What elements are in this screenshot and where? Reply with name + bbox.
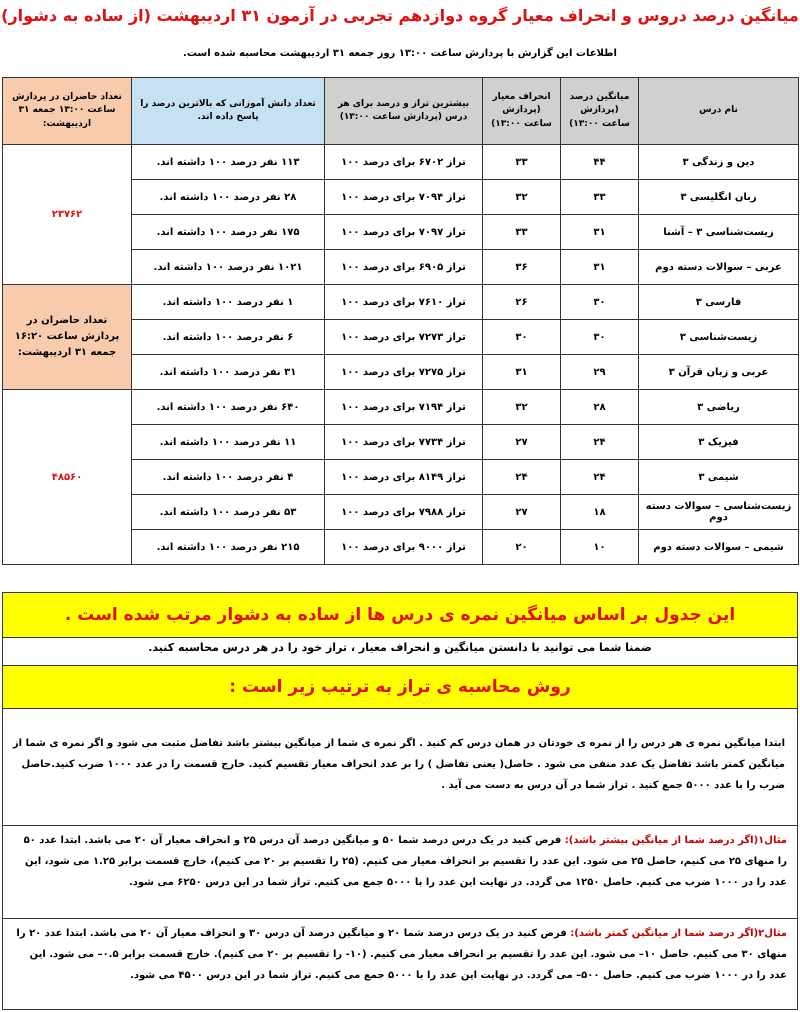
- results-table: [2, 77, 799, 565]
- example-2: [3, 918, 797, 986]
- cell-count: ۱۰۲۱ نفر درصد ۱۰۰ داشته اند.: [132, 250, 325, 285]
- table-row: [3, 145, 799, 180]
- cell-sd: ۳۲: [483, 390, 561, 425]
- attendees-label-2: تعداد حاضران در پردازش ساعت ۱۶:۲۰ جمعه ۳۱ اردیبهشت:: [3, 285, 132, 390]
- cell-mean: ۳۰: [561, 320, 639, 355]
- cell-mean: ۲۹: [561, 355, 639, 390]
- cell-mean: ۳۱: [561, 215, 639, 250]
- cell-mean: ۱۰: [561, 530, 639, 565]
- cell-sd: ۳۶: [483, 250, 561, 285]
- header-sd: انحراف معیار (پردازش ساعت ۱۳:۰۰): [483, 78, 561, 145]
- cell-lesson: ریاضی ۳: [639, 390, 799, 425]
- cell-sd: ۲۷: [483, 495, 561, 530]
- cell-count: ۲۱۵ نفر درصد ۱۰۰ داشته اند.: [132, 530, 325, 565]
- cell-top: تراز ۷۰۹۷ برای درصد ۱۰۰: [325, 215, 483, 250]
- cell-mean: ۲۴: [561, 425, 639, 460]
- cell-lesson: فیزیک ۳: [639, 425, 799, 460]
- attendees-count-2: ۴۸۵۶۰: [3, 390, 132, 565]
- cell-count: ۶ نفر درصد ۱۰۰ داشته اند.: [132, 320, 325, 355]
- sorted-note-banner: این جدول بر اساس میانگین نمره ی درس ها از ساده به دشوار مرتب شده است .: [3, 593, 797, 638]
- cell-lesson: دین و زندگی ۳: [639, 145, 799, 180]
- cell-top: تراز ۷۷۳۴ برای درصد ۱۰۰: [325, 425, 483, 460]
- explanation-box: [2, 592, 798, 1010]
- cell-mean: ۳۰: [561, 285, 639, 320]
- cell-sd: ۲۴: [483, 460, 561, 495]
- cell-count: ۱۱۳ نفر درصد ۱۰۰ داشته اند.: [132, 145, 325, 180]
- cell-sd: ۳۳: [483, 215, 561, 250]
- header-lesson: نام درس: [639, 78, 799, 145]
- cell-top: تراز ۷۰۹۴ برای درصد ۱۰۰: [325, 180, 483, 215]
- cell-sd: ۳۲: [483, 180, 561, 215]
- cell-count: ۵۳ نفر درصد ۱۰۰ داشته اند.: [132, 495, 325, 530]
- cell-count: ۳۱ نفر درصد ۱۰۰ داشته اند.: [132, 355, 325, 390]
- cell-count: ۴ نفر درصد ۱۰۰ داشته اند.: [132, 460, 325, 495]
- cell-sd: ۳۳: [483, 145, 561, 180]
- method-description: ابتدا میانگین نمره ی هر درس را از نمره ی خودتان در همان درس کم کنید . اگر نمره ی شما از میانگین بیشتر باشد تفاضل مثبت می شود و اگر نمره ی شما از میانگین کمتر باشد تفاضل یک عدد منفی می شود . حاصل( یعنی تفاضل ) را بر عدد انحراف معیار تقسیم کنید. خارج قسمت را در عدد ۱۰۰۰ ضرب کنید.حاصل ضرب را با عدد ۵۰۰۰ جمع کنید . تراز شما در آن درس به دست می آید .: [12, 738, 785, 791]
- cell-sd: ۲۶: [483, 285, 561, 320]
- example-1-label: مثال۱(اگر درصد شما از میانگین بیشتر باشد):: [564, 835, 787, 846]
- cell-top: تراز ۹۰۰۰ برای درصد ۱۰۰: [325, 530, 483, 565]
- cell-count: ۲۸ نفر درصد ۱۰۰ داشته اند.: [132, 180, 325, 215]
- cell-top: تراز ۷۲۷۵ برای درصد ۱۰۰: [325, 355, 483, 390]
- example-2-label: مثال۲(اگر درصد شما از میانگین کمتر باشد):: [570, 928, 787, 939]
- cell-lesson: زیست‌شناسی – سوالات دسته دوم: [639, 495, 799, 530]
- hint-text: ضمنا شما می توانید با دانستن میانگین و انحراف معیار ، تراز خود را در هر درس محاسبه کنید.: [148, 641, 652, 654]
- cell-sd: ۲۷: [483, 425, 561, 460]
- example-1-text: فرض کنید در یک درس درصد شما ۵۰ و میانگین درصد آن درس ۲۵ و انحراف معیار آن ۲۰ می باشد. ابتدا عدد ۵۰ را منهای ۲۵ می کنیم، حاصل ۲۵ می شود. این عدد را تقسیم بر انحراف معیار می کنیم. (۲۵ را تقسیم بر ۲۰ می کنیم)، خارج قسمت برابر ۱.۲۵ می شود، این عدد را در ۱۰۰۰ ضرب می کنیم. حاصل ۱۲۵۰ می گردد. در نهایت این عدد را با ۵۰۰۰ جمع می کنیم. تراز شما در این درس ۶۲۵۰ می شود.: [23, 835, 787, 888]
- report-subtitle: اطلاعات این گزارش با پردازش ساعت ۱۳:۰۰ روز جمعه ۳۱ اردیبهشت محاسبه شده است.: [183, 48, 617, 59]
- table-header-row: [3, 78, 799, 145]
- page-title: میانگین درصد دروس و انحراف معیار گروه دوازدهم تجربی در آزمون ۳۱ اردیبهشت (از ساده به دشوار): [1, 6, 799, 25]
- cell-sd: ۲۰: [483, 530, 561, 565]
- cell-top: تراز ۸۱۴۹ برای درصد ۱۰۰: [325, 460, 483, 495]
- cell-lesson: زیست‌شناسی ۳ – آشنا: [639, 215, 799, 250]
- header-top-score: بیشترین تراز و درصد برای هر درس (پردازش ساعت ۱۳:۰۰): [325, 78, 483, 145]
- cell-top: تراز ۷۹۸۸ برای درصد ۱۰۰: [325, 495, 483, 530]
- cell-mean: ۳۳: [561, 180, 639, 215]
- cell-sd: ۳۱: [483, 355, 561, 390]
- cell-lesson: زبان انگلیسی ۳: [639, 180, 799, 215]
- cell-count: ۱۱ نفر درصد ۱۰۰ داشته اند.: [132, 425, 325, 460]
- cell-lesson: عربی و زبان قرآن ۳: [639, 355, 799, 390]
- method-title-banner: روش محاسبه ی تراز به ترتیب زیر است :: [3, 665, 797, 709]
- cell-top: تراز ۷۲۷۳ برای درصد ۱۰۰: [325, 320, 483, 355]
- cell-top: تراز ۶۷۰۲ برای درصد ۱۰۰: [325, 145, 483, 180]
- cell-top: تراز ۷۱۹۴ برای درصد ۱۰۰: [325, 390, 483, 425]
- cell-mean: ۴۴: [561, 145, 639, 180]
- cell-mean: ۱۸: [561, 495, 639, 530]
- cell-lesson: زیست‌شناسی ۳: [639, 320, 799, 355]
- example-2-text: فرض کنید در یک درس درصد شما ۲۰ و میانگین درصد آن درس ۳۰ و انحراف معیار آن ۲۰ می باشد. ابتدا عدد ۲۰ را منهای ۳۰ می کنیم. حاصل ۱۰– می شود. این عدد را تقسیم بر انحراف معیار می کنیم. (۱۰- را تقسیم بر ۲۰ می کنیم). خارج قسمت برابر ۰.۵– می شود. این عدد را در ۱۰۰۰ ضرب می کنیم. حاصل ۵۰۰– می گردد. در نهایت این عدد را با ۵۰۰۰ جمع می کنیم. تراز شما در این درس ۴۵۰۰ می شود.: [16, 928, 787, 981]
- table-row: [3, 390, 799, 425]
- example-1: [3, 825, 797, 893]
- cell-count: ۶۴۰ نفر درصد ۱۰۰ داشته اند.: [132, 390, 325, 425]
- cell-mean: ۳۱: [561, 250, 639, 285]
- table-row: [3, 285, 799, 320]
- cell-count: ۱ نفر درصد ۱۰۰ داشته اند.: [132, 285, 325, 320]
- cell-count: ۱۷۵ نفر درصد ۱۰۰ داشته اند.: [132, 215, 325, 250]
- cell-sd: ۳۰: [483, 320, 561, 355]
- cell-lesson: شیمی – سوالات دسته دوم: [639, 530, 799, 565]
- cell-lesson: عربی – سوالات دسته دوم: [639, 250, 799, 285]
- header-mean: میانگین درصد (پردازش ساعت ۱۳:۰۰): [561, 78, 639, 145]
- header-attendees: تعداد حاضران در پردازش ساعت ۱۳:۰۰ جمعه ۳۱ اردیبهشت:: [3, 78, 132, 145]
- cell-lesson: فارسی ۳: [639, 285, 799, 320]
- attendees-count-1: ۲۳۷۶۲: [3, 145, 132, 285]
- cell-mean: ۲۴: [561, 460, 639, 495]
- header-top-count: تعداد دانش آموزانی که بالاترین درصد را پاسخ داده اند.: [132, 78, 325, 145]
- cell-lesson: شیمی ۳: [639, 460, 799, 495]
- cell-mean: ۲۸: [561, 390, 639, 425]
- cell-top: تراز ۶۹۰۵ برای درصد ۱۰۰: [325, 250, 483, 285]
- cell-top: تراز ۷۶۱۰ برای درصد ۱۰۰: [325, 285, 483, 320]
